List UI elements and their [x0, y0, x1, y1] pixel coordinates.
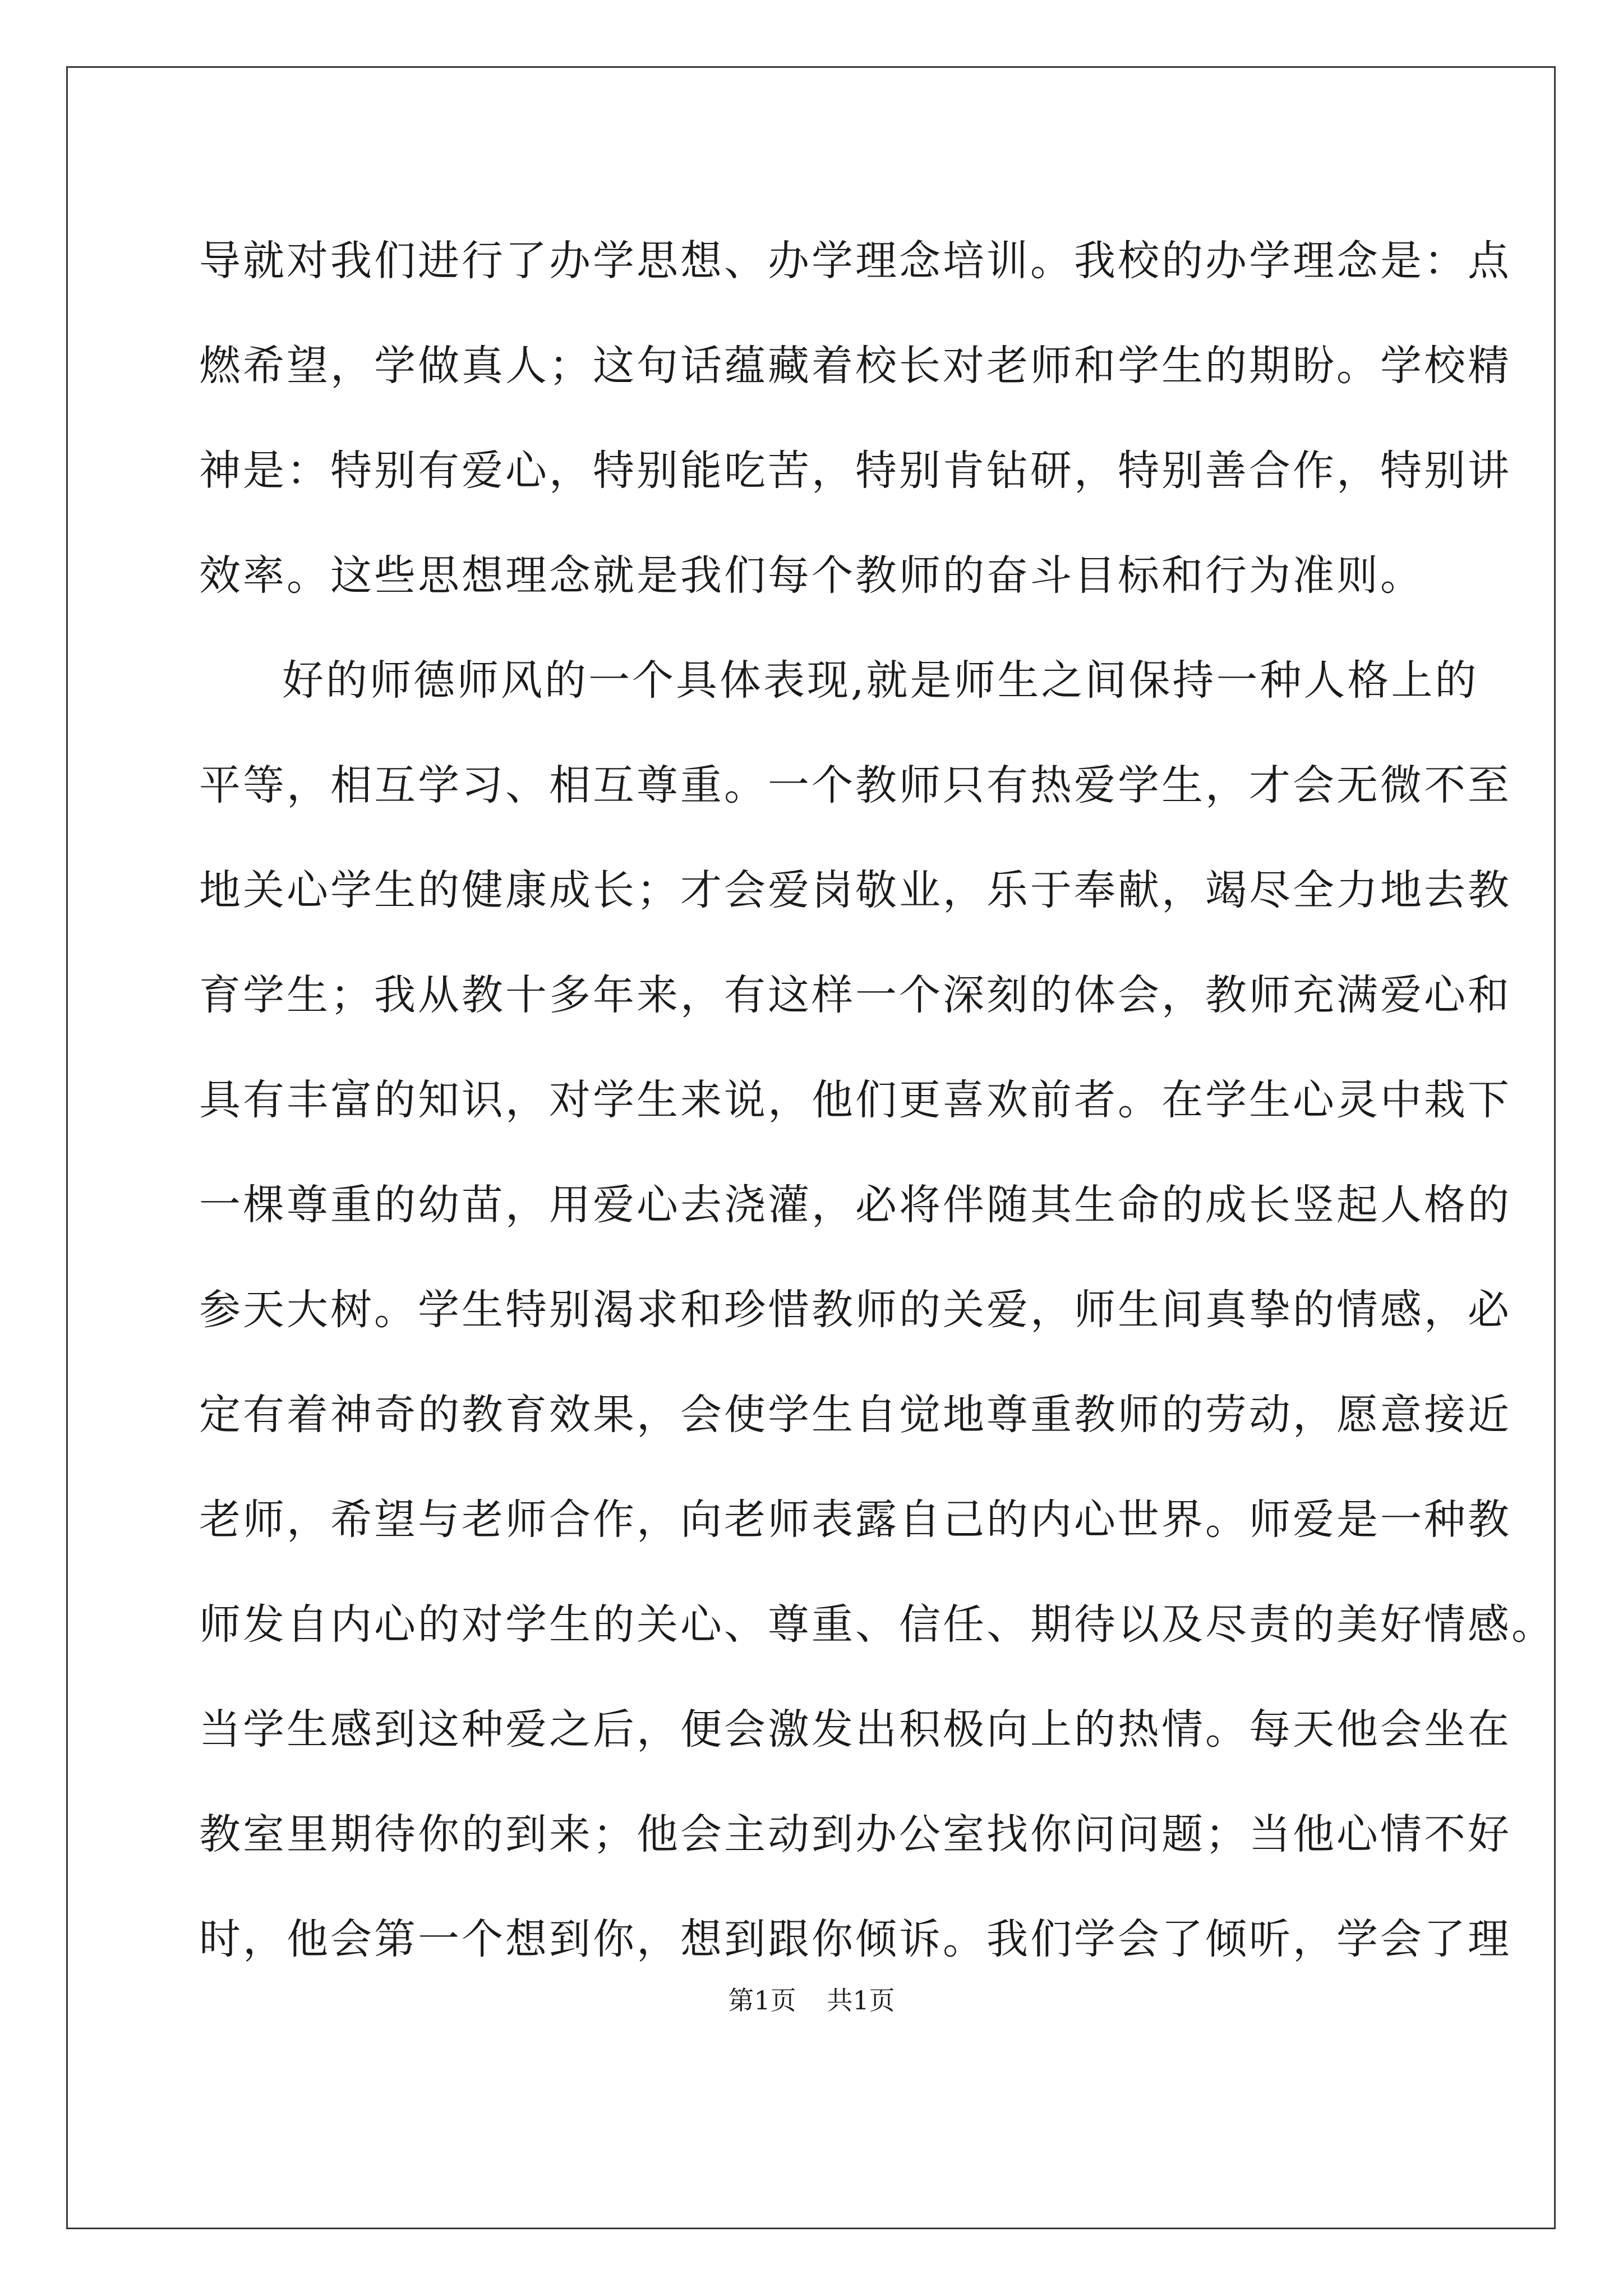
text-line: 教室里期待你的到来；他会主动到办公室找你问问题；当他心情不好 — [199, 1810, 1511, 1858]
paragraph-1 — [199, 209, 1511, 628]
text-line: 地关心学生的健康成长；才会爱岗敬业，乐于奉献，竭尽全力地去教 — [199, 866, 1511, 914]
text-line: 一棵尊重的幼苗，用爱心去浇灌，必将伴随其生命的成长竖起人格的 — [199, 1181, 1511, 1229]
text-line: 效率。这些思想理念就是我们每个教师的奋斗目标和行为准则。 — [199, 551, 1424, 600]
page-number: 第1页 — [728, 1985, 796, 2016]
text-line: 神是：特别有爱心，特别能吃苦，特别肯钻研，特别善合作，特别讲 — [199, 447, 1511, 495]
paragraph-2 — [199, 628, 1555, 1992]
text-line: 平等，相互学习、相互尊重。一个教师只有热爱学生，才会无微不至 — [199, 761, 1511, 809]
page-footer — [0, 1980, 1623, 2017]
text-line: 时，他会第一个想到你，想到跟你倾诉。我们学会了倾听，学会了理 — [199, 1915, 1511, 1963]
text-line: 育学生；我从教十多年来，有这样一个深刻的体会，教师充满爱心和 — [199, 971, 1511, 1019]
text-line: 导就对我们进行了办学思想、办学理念培训。我校的办学理念是：点 — [199, 237, 1511, 285]
text-line: 师发自内心的对学生的关心、尊重、信任、期待以及尽责的美好情感。 — [199, 1600, 1555, 1649]
text-line: 参天大树。学生特别渴求和珍惜教师的关爱，师生间真挚的情感，必 — [199, 1286, 1511, 1334]
text-line: 燃希望，学做真人；这句话蕴藏着校长对老师和学生的期盼。学校精 — [199, 342, 1511, 390]
text-line: 老师，希望与老师合作，向老师表露自己的内心世界。师爱是一种教 — [199, 1496, 1511, 1544]
page-total: 共1页 — [827, 1985, 895, 2016]
text-line: 好的师德师风的一个具体表现,就是师生之间保持一种人格上的 — [282, 656, 1479, 705]
text-line: 定有着神奇的教育效果，会使学生自觉地尊重教师的劳动，愿意接近 — [199, 1391, 1511, 1439]
document-body — [199, 209, 1555, 1992]
text-line: 当学生感到这种爱之后，便会激发出积极向上的热情。每天他会坐在 — [199, 1705, 1511, 1754]
text-line: 具有丰富的知识，对学生来说，他们更喜欢前者。在学生心灵中栽下 — [199, 1076, 1511, 1124]
